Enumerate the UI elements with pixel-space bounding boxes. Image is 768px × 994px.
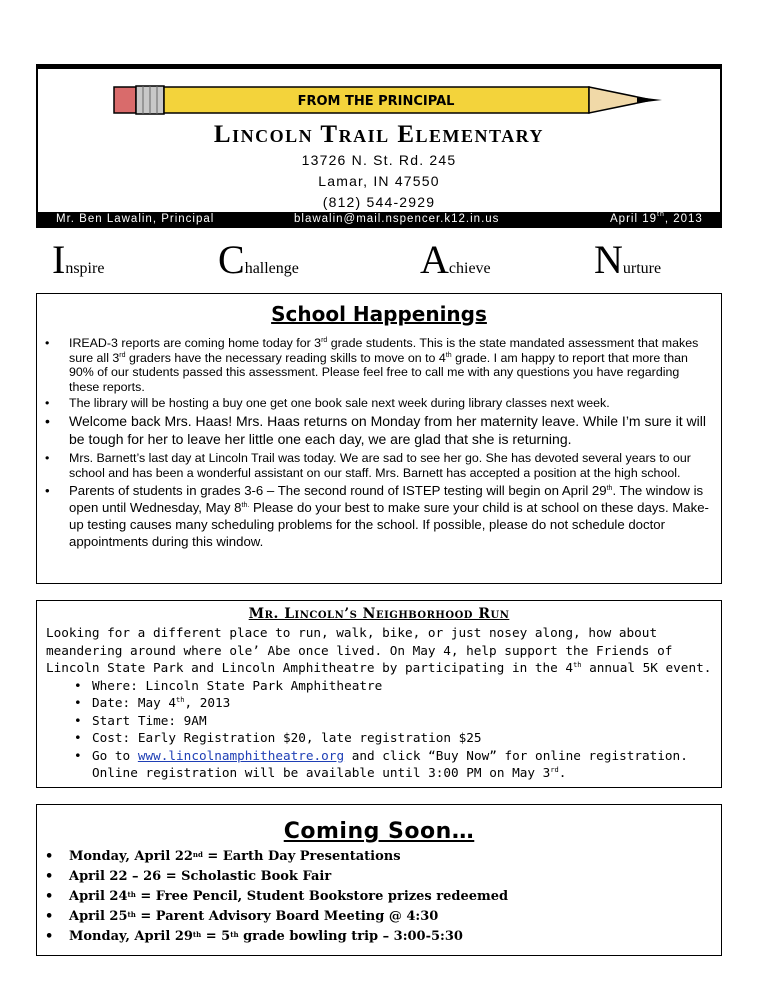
registration-link[interactable]: www.lincolnamphitheatre.org: [137, 747, 345, 763]
run-title: Mr. Lincoln’s Neighborhood Run: [248, 606, 510, 622]
list-item: • April 24th = Free Pencil, Student Bookstore prizes redeemed: [37, 887, 721, 907]
run-details-list: [46, 677, 715, 782]
principal-name: Mr. Ben Lawalin, Principal: [56, 213, 215, 225]
principal-email: blawalin@mail.nspencer.k12.in.us: [294, 213, 500, 225]
school-happenings-title: School Happenings: [271, 302, 487, 326]
motto-nurture: Nurture: [594, 237, 662, 282]
run-date: • Date: May 4th, 2013: [46, 694, 715, 712]
list-item: • Parents of students in grades 3-6 – The second round of ISTEP testing will begin on April 29th. The window is open until Wednesday, May $8^{th.}$ Please do your best to make sure your child is at school on these days. Make-up testing causes many scheduling problems for the school. If possible, please do not schedule doctor appointments during this window.: [37, 482, 709, 550]
motto-challenge: Challenge: [218, 237, 299, 282]
address-city: Lamar, IN 47550: [318, 173, 440, 189]
neighborhood-run-section: [36, 600, 722, 788]
motto-achieve: Achieve: [420, 237, 491, 282]
list-item: • Mrs. Barnett’s last day at Lincoln Trail was today. We are sad to see her go. She has devoted several years to our school and has been a wonderful assistant on our staff. Mrs. Barnett has accepted a position at the high school.: [37, 451, 709, 480]
run-start-time: • Start Time: 9AM: [46, 712, 715, 730]
pencil-banner: [112, 82, 662, 118]
coming-soon-list: [37, 847, 721, 947]
coming-soon-section: [36, 804, 722, 956]
banner-text: FROM THE PRINCIPAL: [297, 94, 455, 109]
list-item: • The library will be hosting a buy one get one book sale next week during library classes next week.: [37, 396, 709, 411]
contact-bar: [36, 212, 722, 228]
run-cost: • Cost: Early Registration $20, late registration $25: [46, 729, 715, 747]
newsletter-header: [36, 64, 722, 228]
list-item: • Monday, April 22nd = Earth Day Presentations: [37, 847, 721, 867]
issue-date: April 19th, 2013: [610, 211, 703, 225]
list-item: • April 22 – 26 = Scholastic Book Fair: [37, 867, 721, 887]
list-item: • April 25th = Parent Advisory Board Meeting @ 4:30: [37, 907, 721, 927]
school-name: Lincoln Trail Elementary: [213, 121, 545, 148]
school-happenings-section: [36, 293, 722, 584]
phone-number: (812) 544-2929: [322, 194, 436, 210]
coming-soon-title: Coming Soon…: [283, 819, 475, 844]
run-intro: Looking for a different place to run, walk, bike, or just nosey along, how about meandering around where ole’ Abe once lived. On May 4, help support the Friends of Lincoln State Park and Lincoln Amphitheatre by participating in the 4th annual 5K event.: [46, 625, 712, 675]
list-item: • IREAD-3 reports are coming home today for 3rd grade students. This is the state mandated assessment that makes sure all 3rd graders have the necessary reading skills to move on to 4th grade. I am happy to report that more than 90% of our students passed this assessment. Please feel free to call me with any questions you have regarding these reports.: [37, 336, 709, 394]
run-registration: • Go to www.lincolnamphitheatre.org and click “Buy Now” for online registration. Online registration will be available until 3:00 PM on May 3rd.: [46, 747, 715, 782]
address-street: 13726 N. St. Rd. 245: [301, 152, 457, 168]
run-where: • Where: Lincoln State Park Amphitheatre: [46, 677, 715, 695]
happenings-list: [37, 336, 721, 550]
list-item: • Monday, April 29th = 5th grade bowling trip – 3:00-5:30: [37, 927, 721, 947]
list-item: • Welcome back Mrs. Haas! Mrs. Haas returns on Monday from her maternity leave. While I’m sure it will be tough for her to leave her little one each day, we are glad that she is returning.: [37, 413, 709, 448]
motto-inspire: Inspire: [52, 237, 105, 282]
